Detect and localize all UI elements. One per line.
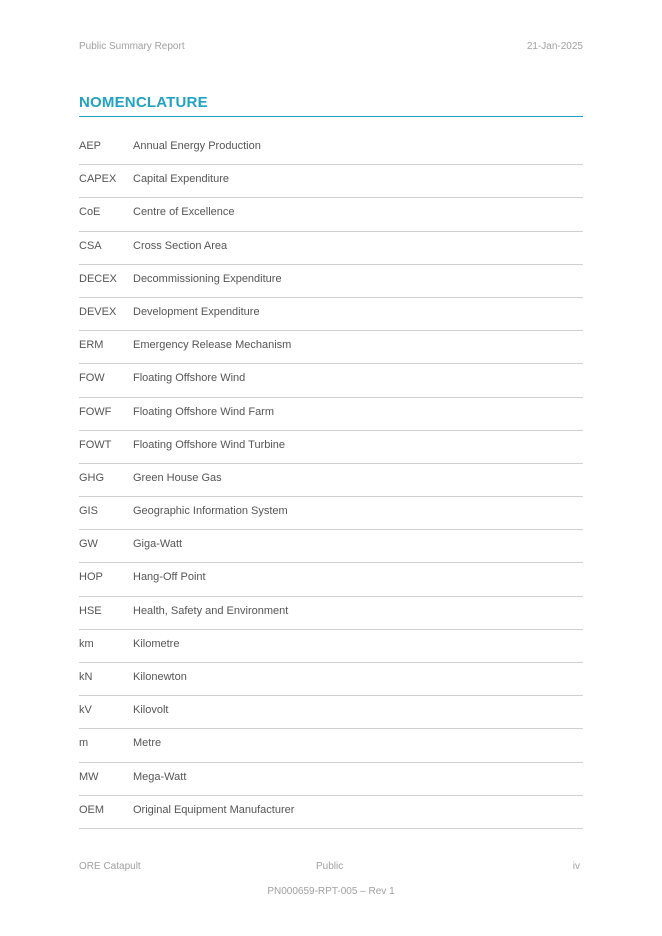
definition: Capital Expenditure (133, 173, 230, 186)
table-row (79, 663, 583, 696)
header-report-title: Public Summary Report (79, 41, 185, 52)
table-row (79, 331, 583, 364)
page-header (79, 41, 583, 55)
abbreviation: ERM (79, 339, 104, 352)
table-row (79, 132, 583, 165)
nomenclature-table (79, 132, 583, 829)
definition: Centre of Excellence (133, 206, 235, 219)
abbreviation: GIS (79, 505, 98, 518)
footer-classification: Public (316, 861, 344, 872)
table-row (79, 729, 583, 762)
definition: Emergency Release Mechanism (133, 339, 292, 352)
abbreviation: HSE (79, 604, 102, 617)
table-row (79, 630, 583, 663)
abbreviation: FOW (79, 372, 105, 385)
definition: Health, Safety and Environment (133, 604, 289, 617)
table-row (79, 198, 583, 231)
table-row (79, 530, 583, 563)
section-title: NOMENCLATURE (79, 94, 583, 117)
table-row (79, 431, 583, 464)
definition: Annual Energy Production (133, 140, 261, 152)
table-row (79, 597, 583, 630)
page-footer (79, 861, 583, 875)
definition: Decommissioning Expenditure (133, 272, 282, 285)
definition: Original Equipment Manufacturer (133, 803, 295, 816)
abbreviation: OEM (79, 803, 105, 816)
table-row (79, 464, 583, 497)
definition: Cross Section Area (133, 239, 228, 252)
definition: Hang-Off Point (133, 571, 206, 584)
table-row (79, 763, 583, 796)
table-row (79, 796, 583, 829)
definition: Mega-Watt (133, 770, 187, 783)
table-row (79, 696, 583, 729)
abbreviation: GHG (79, 471, 105, 484)
abbreviation: FOWT (79, 438, 112, 451)
abbreviation: km (79, 637, 94, 650)
definition: Floating Offshore Wind (133, 372, 246, 385)
table-row (79, 298, 583, 331)
table-row (79, 563, 583, 596)
abbreviation: CSA (79, 239, 102, 252)
abbreviation: kN (79, 671, 93, 683)
abbreviation: CAPEX (79, 173, 117, 186)
definition: Kilonewton (133, 671, 187, 683)
table-row (79, 265, 583, 298)
table-row (79, 232, 583, 265)
table-row (79, 165, 583, 198)
definition: Development Expenditure (133, 305, 260, 318)
abbreviation: CoE (79, 206, 101, 219)
abbreviation: GW (79, 538, 98, 551)
table-row (79, 497, 583, 530)
abbreviation: MW (79, 770, 99, 783)
definition: Geographic Information System (133, 505, 288, 518)
footer-organisation: ORE Catapult (79, 861, 141, 872)
abbreviation: DECEX (79, 272, 117, 285)
abbreviation: m (79, 737, 89, 750)
abbreviation: FOWF (79, 405, 112, 418)
table-row (79, 364, 583, 397)
document-reference: PN000659-RPT-005 – Rev 1 (267, 886, 395, 897)
definition: Metre (133, 737, 162, 750)
definition: Floating Offshore Wind Farm (133, 405, 275, 418)
definition: Giga-Watt (133, 538, 183, 551)
definition: Kilovolt (133, 704, 169, 717)
definition: Green House Gas (133, 471, 222, 484)
page-number: iv (572, 861, 580, 872)
table-row (79, 398, 583, 431)
definition: Floating Offshore Wind Turbine (133, 438, 286, 451)
abbreviation: kV (79, 704, 92, 717)
header-date: 21-Jan-2025 (526, 41, 583, 52)
abbreviation: HOP (79, 571, 103, 584)
abbreviation: AEP (79, 140, 102, 152)
definition: Kilometre (133, 637, 180, 650)
abbreviation: DEVEX (79, 305, 117, 318)
